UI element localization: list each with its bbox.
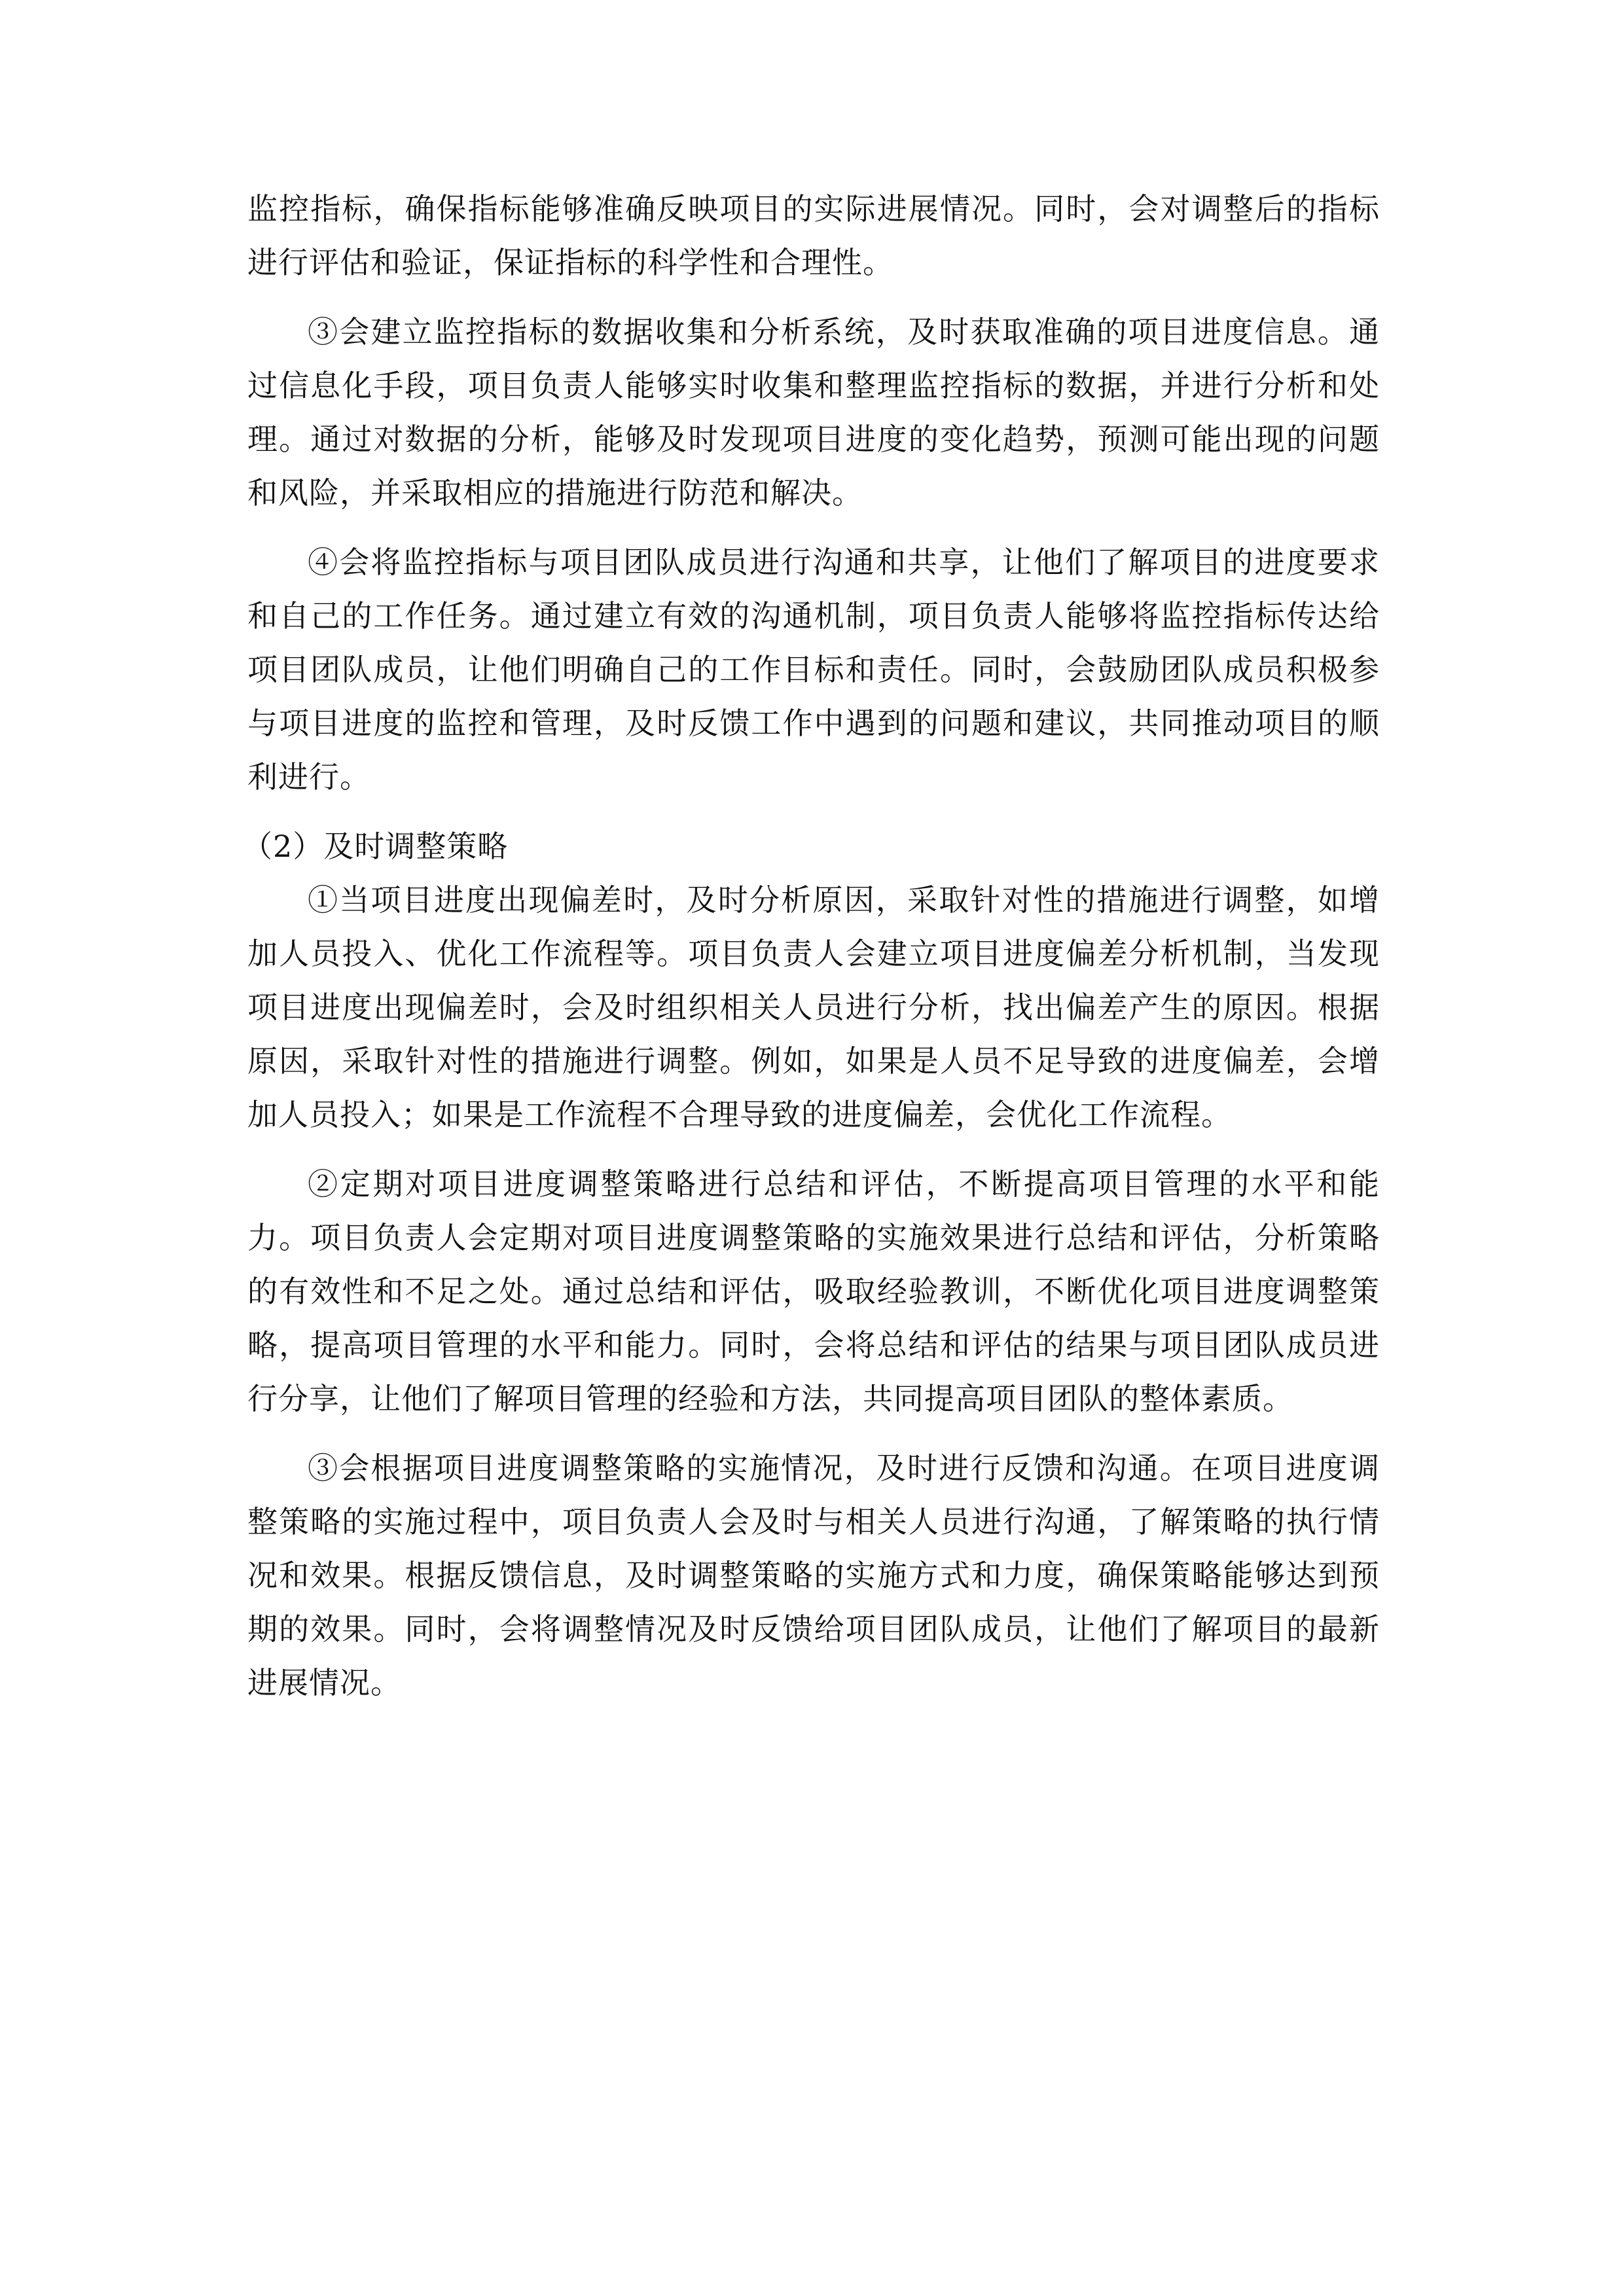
paragraph-item-3-feedback: ③会根据项目进度调整策略的实施情况，及时进行反馈和沟通。在项目进度调整策略的实施过程中，项目负责人会及时与相关人员进行沟通，了解策略的执行情况和效果。根据反馈信息，及时调整策略的实施方式和力度，确保策略能够达到预期的效果。同时，会将调整情况及时反馈给项目团队成员，让他们了解项目的最新进展情况。	[247, 1450, 1380, 1700]
paragraph-item-1-deviation: ①当项目进度出现偏差时，及时分析原因，采取针对性的措施进行调整，如增加人员投入、优化工作流程等。项目负责人会建立项目进度偏差分析机制，当发现项目进度出现偏差时，会及时组织相关人员进行分析，找出偏差产生的原因。根据原因，采取针对性的措施进行调整。例如，如果是人员不足导致的进度偏差，会增加人员投入；如果是工作流程不合理导致的进度偏差，会优化工作流程。	[247, 882, 1380, 1132]
document-body	[242, 182, 1380, 1725]
paragraph-continuation: 监控指标，确保指标能够准确反映项目的实际进展情况。同时，会对调整后的指标进行评估和验证，保证指标的科学性和合理性。	[247, 191, 1380, 280]
paragraph-item-3-data-system: ③会建立监控指标的数据收集和分析系统，及时获取准确的项目进度信息。通过信息化手段，项目负责人能够实时收集和整理监控指标的数据，并进行分析和处理。通过对数据的分析，能够及时发现项目进度的变化趋势，预测可能出现的问题和风险，并采取相应的措施进行防范和解决。	[247, 314, 1380, 511]
paragraph-item-2-evaluation: ②定期对项目进度调整策略进行总结和评估，不断提高项目管理的水平和能力。项目负责人会定期对项目进度调整策略的实施效果进行总结和评估，分析策略的有效性和不足之处。通过总结和评估，吸取经验教训，不断优化项目进度调整策略，提高项目管理的水平和能力。同时，会将总结和评估的结果与项目团队成员进行分享，让他们了解项目管理的经验和方法，共同提高项目团队的整体素质。	[247, 1166, 1380, 1416]
paragraph-item-4-communication: ④会将监控指标与项目团队成员进行沟通和共享，让他们了解项目的进度要求和自己的工作任务。通过建立有效的沟通机制，项目负责人能够将监控指标传达给项目团队成员，让他们明确自己的工作目标和责任。同时，会鼓励团队成员积极参与项目进度的监控和管理，及时反馈工作中遇到的问题和建议，共同推动项目的顺利进行。	[247, 545, 1380, 795]
section-heading-adjust-strategy: （2）及时调整策略	[242, 829, 509, 864]
